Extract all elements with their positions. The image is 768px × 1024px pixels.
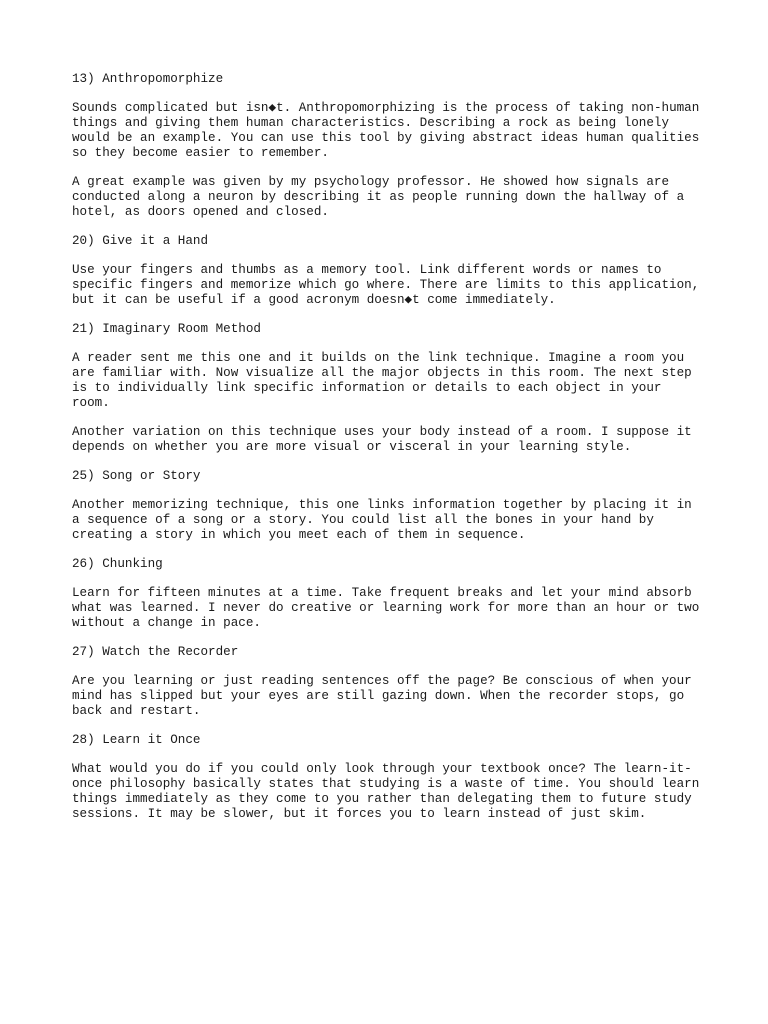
section-heading-chunking: 26) Chunking xyxy=(72,557,163,571)
document-body xyxy=(72,72,712,836)
section-heading-watch-the-recorder: 27) Watch the Recorder xyxy=(72,645,239,659)
paragraph-song-or-story: Another memorizing technique, this one links information together by placing it in a sequence of a song or a story. You could list all the bones in your hand by creating a story in which you meet each of them in sequence. xyxy=(72,498,692,542)
paragraph-anthropomorphize-example: A great example was given by my psychology professor. He showed how signals are conducted along a neuron by describing it as people running down the hallway of a hotel, as doors opened and closed. xyxy=(72,175,685,219)
section-heading-anthropomorphize: 13) Anthropomorphize xyxy=(72,72,224,86)
paragraph-imaginary-room-method: A reader sent me this one and it builds on the link technique. Imagine a room you are familiar with. Now visualize all the major objects in this room. The next step is to individually link specific information or details to each object in your room. xyxy=(72,351,692,410)
paragraph-anthropomorphize-definition: Sounds complicated but isn◆t. Anthropomorphizing is the process of taking non-human things and giving them human characteristics. Describing a rock as being lonely would be an example. You can use this tool by giving abstract ideas human qualities so they become easier to remember. xyxy=(72,101,700,160)
section-heading-learn-it-once: 28) Learn it Once xyxy=(72,733,201,747)
paragraph-chunking: Learn for fifteen minutes at a time. Take frequent breaks and let your mind absorb what was learned. I never do creative or learning work for more than an hour or two without a change in pace. xyxy=(72,586,700,630)
paragraph-watch-the-recorder: Are you learning or just reading sentences off the page? Be conscious of when your mind has slipped but your eyes are still gazing down. When the recorder stops, go back and restart. xyxy=(72,674,692,718)
section-heading-imaginary-room: 21) Imaginary Room Method xyxy=(72,322,261,336)
section-heading-give-it-a-hand: 20) Give it a Hand xyxy=(72,234,209,248)
paragraph-give-it-a-hand: Use your fingers and thumbs as a memory tool. Link different words or names to specific fingers and memorize which go where. There are limits to this application, but it can be useful if a good acronym doesn◆t come immediately. xyxy=(72,263,700,307)
paragraph-imaginary-room-variation: Another variation on this technique uses your body instead of a room. I suppose it depends on whether you are more visual or visceral in your learning style. xyxy=(72,425,692,454)
paragraph-learn-it-once: What would you do if you could only look through your textbook once? The learn-it- once philosophy basically states that studying is a waste of time. You should learn things immediately as they come to you rather than delegating them to future study sessions. It may be slower, but it forces you to learn instead of just skim. xyxy=(72,762,700,821)
section-heading-song-or-story: 25) Song or Story xyxy=(72,469,201,483)
